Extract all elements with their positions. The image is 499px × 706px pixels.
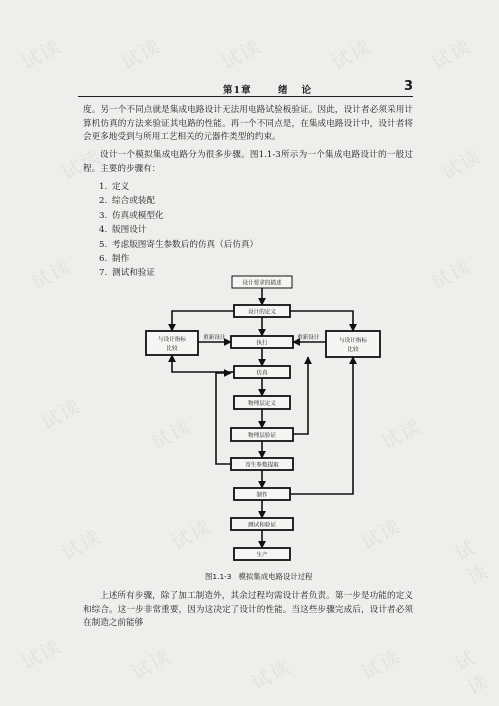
header-title: 绪论 [278,85,326,96]
watermark-text: 试读 [167,515,216,555]
flow-node-fabricate [234,488,290,500]
svg-text:制作: 制作 [256,492,268,499]
watermark-text: 试读 [451,535,494,590]
figure-caption [205,571,312,582]
watermark-text: 试读 [437,145,486,185]
flow-node-execute [231,336,293,348]
svg-text:执行: 执行 [256,340,268,347]
page-number: 3 [403,79,413,94]
flow-node-physical-verify [231,428,293,441]
watermark-text: 试读 [57,145,106,185]
figure-number: 图1.1-3 [205,572,232,581]
watermark-text: 试读 [117,35,166,75]
watermark-text: 试读 [127,645,176,685]
svg-text:寄生参数提取: 寄生参数提取 [245,462,279,469]
svg-text:仿真: 仿真 [256,370,268,377]
watermark-text: 试读 [427,35,476,75]
list-item: 6. 制作 [99,254,130,265]
flow-node-left-compare [146,331,198,355]
flow-node-physical [234,396,290,409]
list-item: 1. 定义 [99,182,130,192]
watermark-text: 试读 [217,35,266,75]
watermark-text: 试读 [37,395,86,435]
flow-arrows [172,288,353,548]
list-item: 3. 仿真或模型化 [99,210,164,221]
flow-node-produce [234,548,290,560]
flow-node-description [232,276,292,288]
figure-title: 模拟集成电路设计过程 [238,572,313,581]
list-item: 2. 综合或装配 [99,196,155,207]
svg-text:设计的定义: 设计的定义 [248,309,276,316]
watermark-text: 试读 [17,35,66,75]
list-item: 5. 考虑版图寄生参数后的仿真（后仿真） [99,239,259,250]
flow-node-definition [234,305,290,317]
watermark-text: 试读 [247,655,296,695]
watermark-text: 试读 [17,635,66,675]
watermark-text: 试读 [327,35,376,75]
edge-label-right-redesign: 重新设计 [297,335,320,341]
watermark-text: 试读 [357,645,406,685]
flow-node-right-compare [326,331,380,357]
paragraph-3: 上述所有步骤，除了加工制造外，其余过程均需设计者负责。第一步是功能的定义和综合。这一步非常重要，因为这决定了设计的性能。当这些步骤完成后，设计者必须在制造之前能够 [83,591,413,628]
svg-text:与设计指标: 与设计指标 [339,338,367,344]
svg-text:物理层验证: 物理层验证 [248,432,276,439]
svg-text:物理层定义: 物理层定义 [248,400,276,407]
paragraph-1: 度。另一个不同点就是集成电路设计无法用电路试验板验证。因此，设计者必须采用计算机仿真的方法来验证其电路的性能。再一个不同点是，在集成电路设计中，设计者将会更多地受到与所用工艺相关的元器件类型的约束。 [83,105,413,142]
paragraph-2: 设计一个模拟集成电路分为很多步骤。图1.1-3所示为一个集成电路设计的一般过程。主要的步骤有： [83,150,413,174]
list-item: 7. 测试和验证 [99,268,155,279]
svg-text:生产: 生产 [256,552,268,559]
watermark-text: 试读 [427,255,476,295]
flow-node-parasitic [231,458,293,470]
header-chapter: 第1章 [223,85,252,96]
flow-node-test [231,518,293,530]
list-item: 4. 版图设计 [99,225,147,236]
svg-text:比较: 比较 [347,347,359,353]
edge-label-left-redesign: 重新设计 [203,335,226,341]
watermark-text: 试读 [357,515,406,555]
svg-text:与设计指标: 与设计指标 [158,337,186,343]
watermark-text: 试读 [147,415,196,455]
flow-node-simulate [234,366,290,378]
watermark-text: 试读 [377,415,426,455]
watermark-text: 试读 [57,525,106,565]
watermark-text: 试读 [451,645,494,700]
svg-text:设计要求的描述: 设计要求的描述 [242,280,282,287]
watermark-text: 试读 [27,255,76,295]
svg-text:测试和验证: 测试和验证 [248,522,276,529]
svg-text:比较: 比较 [166,346,178,352]
